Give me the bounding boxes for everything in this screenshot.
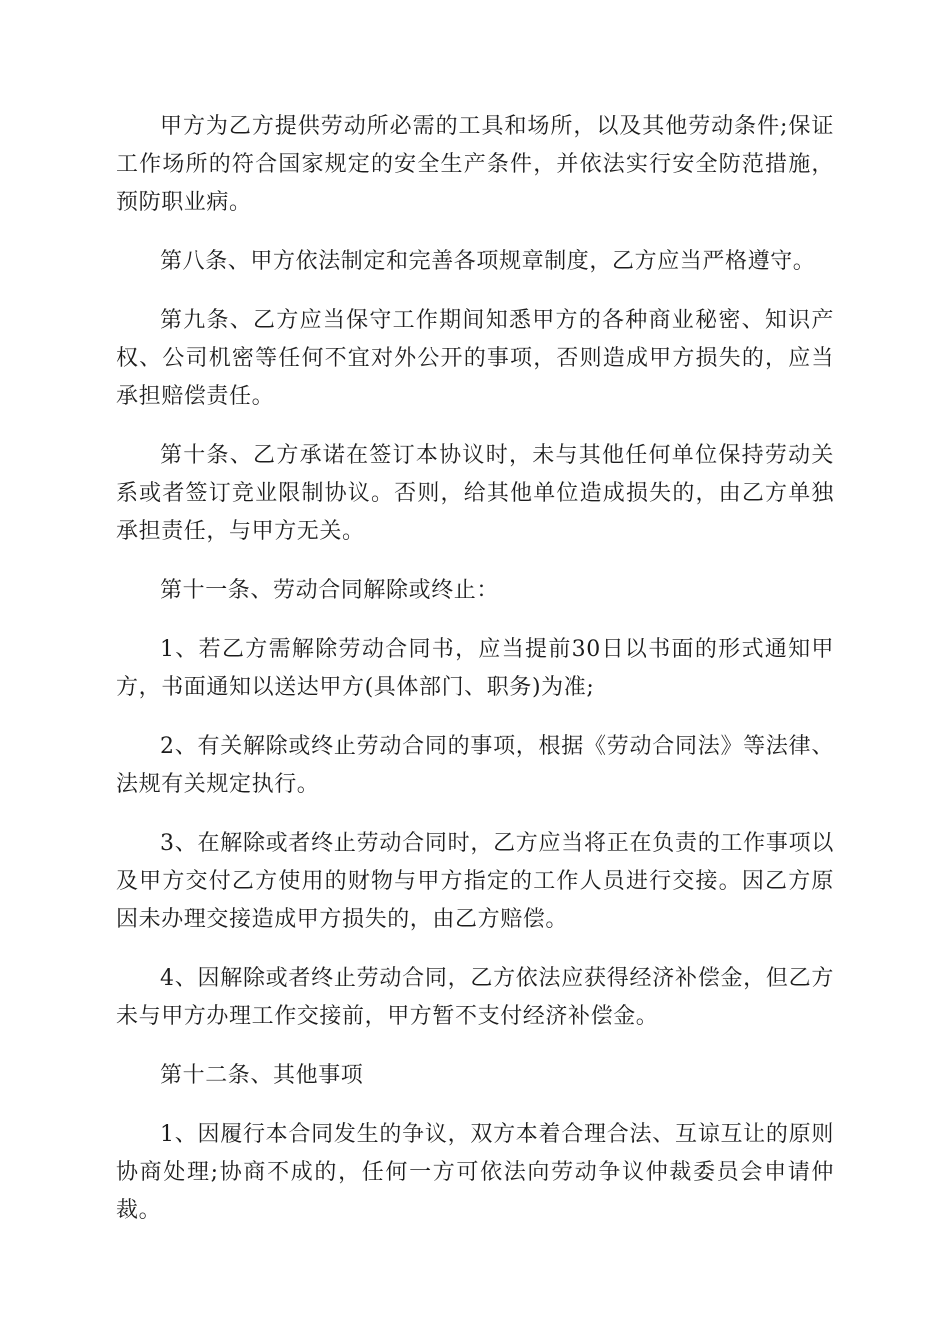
paragraph-article-12-heading: 第十二条、其他事项 [160,1063,364,1088]
paragraph-article-11-item-3: 3、在解除或者终止劳动合同时，乙方应当将正在负责的工作事项以及甲方交付乙方使用的财物与甲方指定的工作人员进行交接。因乙方原因未办理交接造成甲方损失的，由乙方赔偿。 [116,831,834,932]
paragraph-article-8: 第八条、甲方依法制定和完善各项规章制度，乙方应当严格遵守。 [160,249,816,274]
paragraph-article-11-heading: 第十一条、劳动合同解除或终止： [160,578,500,603]
paragraph-working-conditions: 甲方为乙方提供劳动所必需的工具和场所，以及其他劳动条件;保证工作场所的符合国家规定的安全生产条件，并依法实行安全防范措施，预防职业病。 [116,114,834,215]
paragraph-article-9: 第九条、乙方应当保守工作期间知悉甲方的各种商业秘密、知识产权、公司机密等任何不宜对外公开的事项，否则造成甲方损失的，应当承担赔偿责任。 [116,308,834,409]
paragraph-article-10: 第十条、乙方承诺在签订本协议时，未与其他任何单位保持劳动关系或者签订竞业限制协议。否则，给其他单位造成损失的，由乙方单独承担责任，与甲方无关。 [116,443,834,544]
paragraph-article-11-item-4: 4、因解除或者终止劳动合同，乙方依法应获得经济补偿金，但乙方未与甲方办理工作交接前，甲方暂不支付经济补偿金。 [116,966,834,1029]
paragraph-article-11-item-2: 2、有关解除或终止劳动合同的事项，根据《劳动合同法》等法律、法规有关规定执行。 [116,734,834,797]
paragraph-article-12-item-1: 1、因履行本合同发生的争议，双方本着合理合法、互谅互让的原则协商处理;协商不成的，任何一方可依法向劳动争议仲裁委员会申请仲裁。 [116,1122,834,1223]
document-page [116,108,834,1251]
paragraph-article-11-item-1: 1、若乙方需解除劳动合同书，应当提前30日以书面的形式通知甲方，书面通知以送达甲方(具体部门、职务)为准; [116,637,834,700]
